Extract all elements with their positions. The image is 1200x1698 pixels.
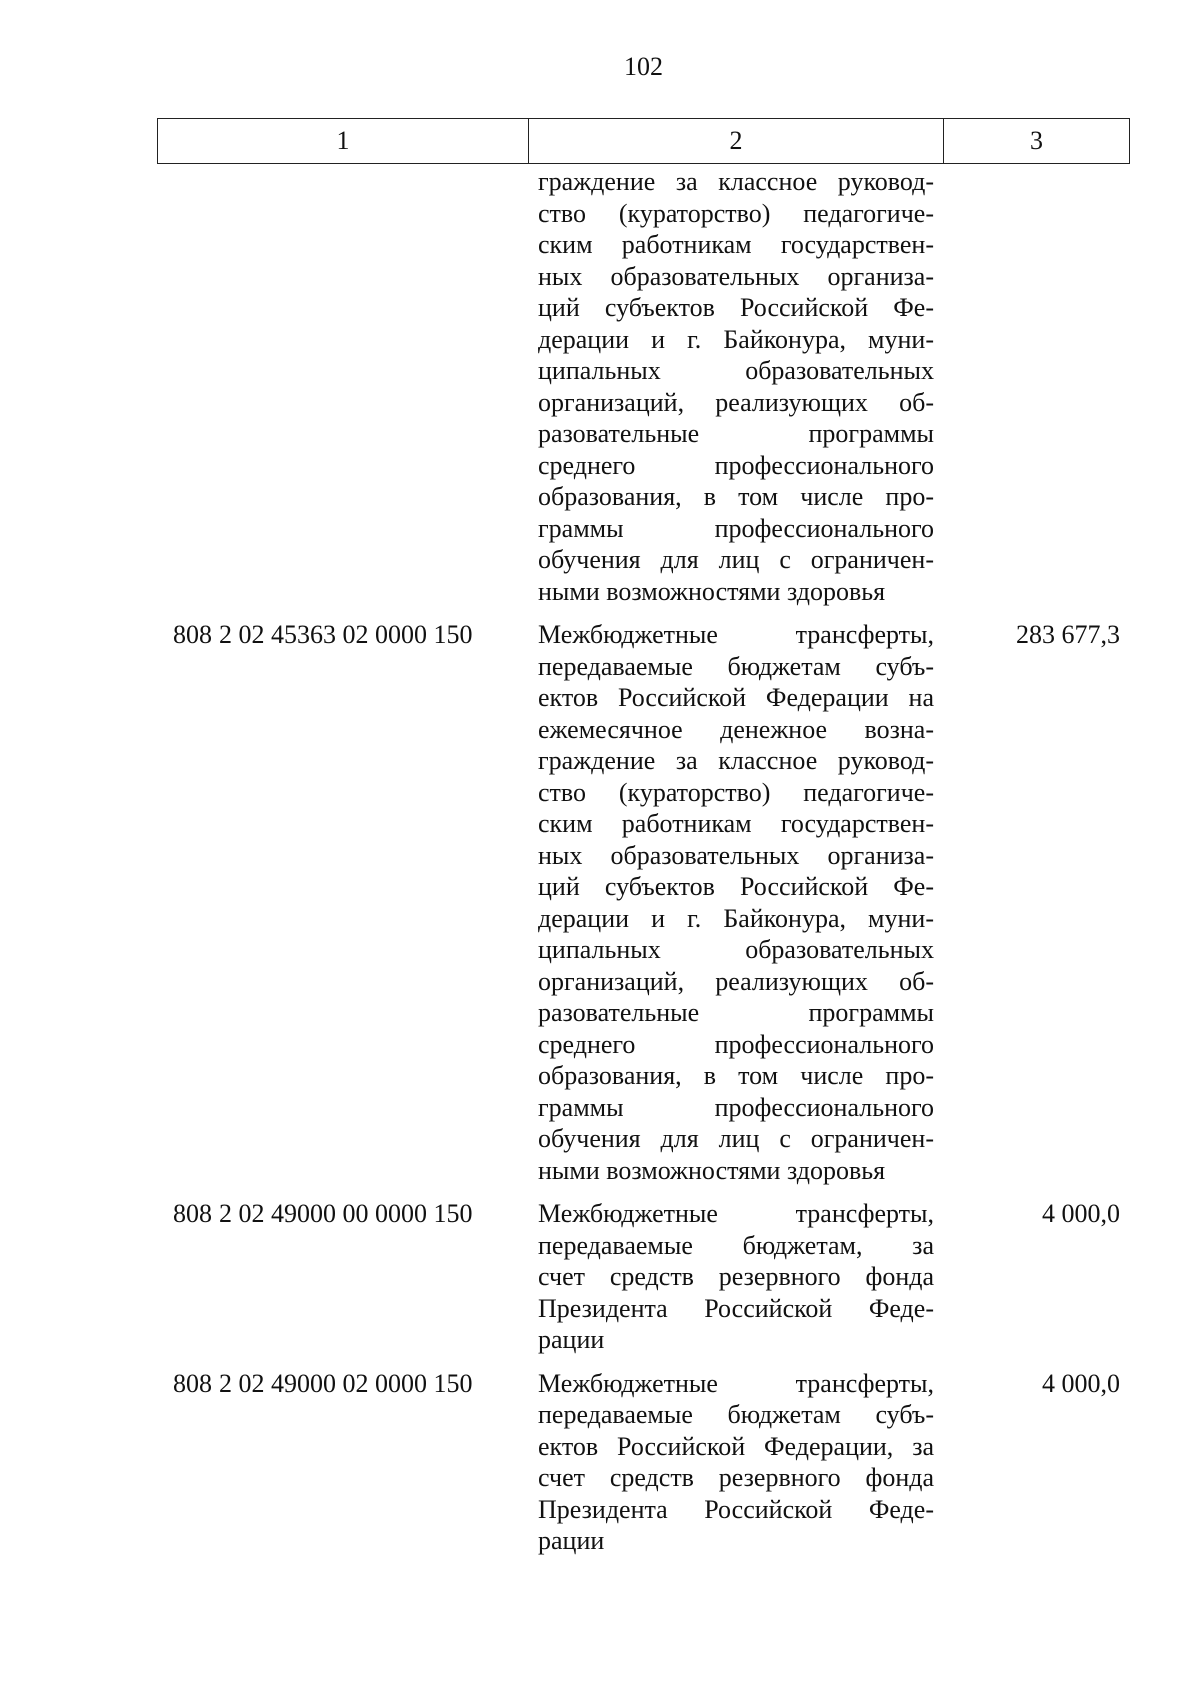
- header-col-2: 2: [529, 119, 944, 163]
- name-line: ций субъектов Российской Фе-: [538, 872, 934, 901]
- name-line: рации: [538, 1526, 605, 1555]
- sum-cell: 283 677,3: [1016, 620, 1120, 649]
- name-line: ектов Российской Федерации на: [538, 683, 934, 712]
- name-line: ским работникам государствен-: [538, 809, 934, 838]
- name-line: счет средств резервного фонда: [538, 1262, 934, 1291]
- header-col-3: 3: [1030, 126, 1043, 155]
- name-cell: [538, 166, 934, 607]
- sum-cell: 4 000,0: [1042, 1199, 1120, 1228]
- table-row: [157, 1368, 1130, 1557]
- table-body: [157, 166, 1130, 1569]
- name-line: образования, в том числе про-: [538, 482, 934, 511]
- table-row: [157, 619, 1130, 1186]
- name-line: ными возможностями здоровья: [538, 576, 886, 606]
- budget-code-cell: 2 02 49000 00 0000 150: [219, 1199, 473, 1228]
- name-line: Президента Российской Феде-: [538, 1494, 934, 1524]
- admin-code-cell: [157, 166, 213, 607]
- name-line: счет средств резервного фонда: [538, 1463, 934, 1492]
- header-col-1: 1: [158, 119, 529, 163]
- admin-code-cell: 808: [173, 1199, 212, 1228]
- name-line: организаций, реализующих об-: [538, 387, 934, 417]
- name-cell: [538, 1198, 934, 1356]
- sum-cell: 4 000,0: [1042, 1368, 1120, 1398]
- table-header: [157, 118, 1130, 164]
- name-line: ежемесячное денежное возна-: [538, 714, 934, 744]
- name-line: граждение за классное руковод-: [538, 167, 934, 196]
- admin-code-cell: 808: [173, 1368, 212, 1398]
- name-line: дерации и г. Байконура, муни-: [538, 903, 934, 933]
- name-line: Межбюджетные трансферты,: [538, 1368, 934, 1398]
- name-line: дерации и г. Байконура, муни-: [538, 324, 934, 354]
- name-line: ных образовательных организа-: [538, 261, 934, 291]
- name-line: обучения для лиц с ограничен-: [538, 1124, 934, 1153]
- budget-code-cell: [213, 166, 528, 607]
- name-line: Президента Российской Феде-: [538, 1293, 934, 1323]
- name-line: разовательные программы: [538, 419, 934, 448]
- name-line: ство (кураторство) педагогиче-: [538, 198, 934, 228]
- table-row: [157, 1198, 1130, 1356]
- name-line: разовательные программы: [538, 998, 934, 1027]
- budget-code-cell: 2 02 49000 02 0000 150: [219, 1368, 473, 1398]
- sum-cell: [934, 166, 1130, 607]
- name-line: ными возможностями здоровья: [538, 1155, 886, 1185]
- name-line: ций субъектов Российской Фе-: [538, 293, 934, 322]
- name-line: граммы профессионального: [538, 513, 934, 543]
- budget-code-cell: 2 02 45363 02 0000 150: [219, 620, 473, 649]
- name-line: обучения для лиц с ограничен-: [538, 545, 934, 574]
- name-line: ство (кураторство) педагогиче-: [538, 777, 934, 807]
- name-line: организаций, реализующих об-: [538, 966, 934, 996]
- name-line: ципальных образовательных: [538, 935, 934, 964]
- name-line: ных образовательных организа-: [538, 840, 934, 870]
- name-line: Межбюджетные трансферты,: [538, 1199, 934, 1228]
- name-line: передаваемые бюджетам субъ-: [538, 1400, 934, 1429]
- name-line: среднего профессионального: [538, 450, 934, 480]
- name-line: ским работникам государствен-: [538, 230, 934, 259]
- name-line: граждение за классное руковод-: [538, 746, 934, 775]
- name-line: ципальных образовательных: [538, 356, 934, 385]
- name-line: передаваемые бюджетам субъ-: [538, 651, 934, 681]
- name-line: рации: [538, 1325, 605, 1354]
- name-line: Межбюджетные трансферты,: [538, 620, 934, 649]
- table-row: [157, 166, 1130, 607]
- name-line: образования, в том числе про-: [538, 1061, 934, 1090]
- admin-code-cell: 808: [173, 620, 212, 649]
- page-number: 102: [624, 52, 663, 81]
- name-line: передаваемые бюджетам, за: [538, 1230, 934, 1260]
- name-line: среднего профессионального: [538, 1029, 934, 1059]
- name-line: ектов Российской Федерации, за: [538, 1431, 934, 1461]
- name-line: граммы профессионального: [538, 1092, 934, 1122]
- name-cell: [538, 1368, 934, 1557]
- name-cell: [538, 619, 934, 1186]
